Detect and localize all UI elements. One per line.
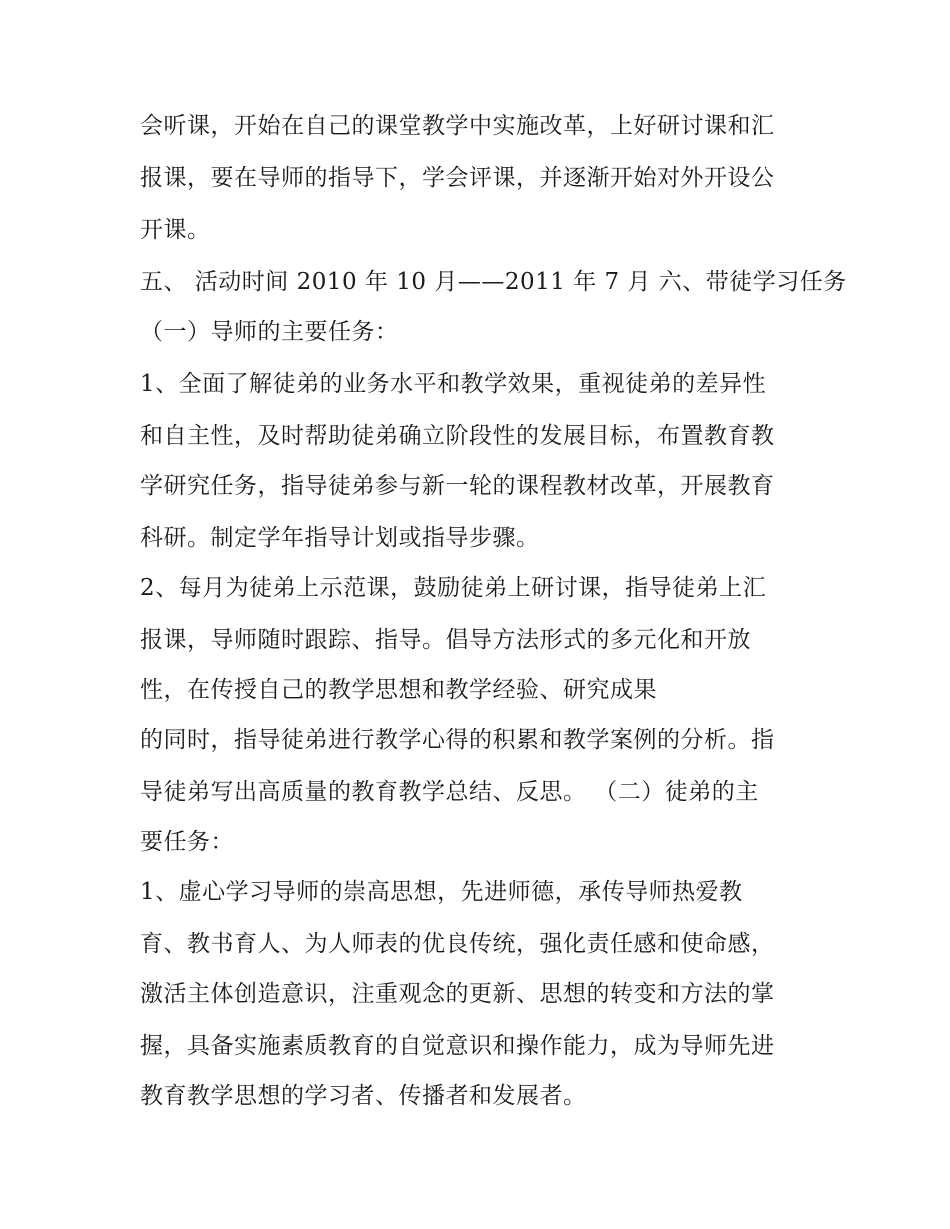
text-line: 报课，要在导师的指导下，学会评课，并逐渐开始对外开设公 bbox=[140, 165, 775, 191]
text-line: 握，具备实施素质教育的自觉意识和操作能力，成为导师先进 bbox=[140, 1033, 775, 1059]
section-heading-line: 五、 活动时间 2010 年 10 月——2011 年 7 月 六、带徒学习任务 bbox=[140, 269, 847, 295]
text-line: 激活主体创造意识，注重观念的更新、思想的转变和方法的掌 bbox=[140, 981, 775, 1007]
text-line: 1、全面了解徒弟的业务水平和教学效果，重视徒弟的差异性 bbox=[140, 371, 767, 397]
text-line: 学研究任务，指导徒弟参与新一轮的课程教材改革，开展教育 bbox=[140, 473, 775, 499]
text-line: 和自主性，及时帮助徒弟确立阶段性的发展目标，布置教育教 bbox=[140, 423, 775, 449]
text-line: 会听课，开始在自己的课堂教学中实施改革，上好研讨课和汇 bbox=[140, 113, 775, 139]
text-line: 2、每月为徒弟上示范课，鼓励徒弟上研讨课，指导徒弟上汇 bbox=[140, 575, 767, 601]
text-line: 的同时，指导徒弟进行教学心得的积累和教学案例的分析。指 bbox=[140, 727, 775, 753]
text-line: 开课。 bbox=[140, 217, 211, 243]
text-line: 教育教学思想的学习者、传播者和发展者。 bbox=[140, 1083, 587, 1109]
text-line: 1、虚心学习导师的崇高思想，先进师德，承传导师热爱教 bbox=[140, 879, 743, 905]
text-line: 导徒弟写出高质量的教育教学总结、反思。 （二）徒弟的主 bbox=[140, 779, 759, 805]
text-line: 要任务： bbox=[140, 829, 234, 855]
text-line: 报课，导师随时跟踪、指导。倡导方法形式的多元化和开放 bbox=[140, 627, 751, 653]
text-line: 育、教书育人、为人师表的优良传统，强化责任感和使命感， bbox=[140, 931, 775, 957]
text-line: 性，在传授自己的教学思想和教学经验、研究成果 bbox=[140, 677, 657, 703]
subsection-heading: （一）导师的主要任务： bbox=[140, 319, 399, 345]
text-line: 科研。制定学年指导计划或指导步骤。 bbox=[140, 525, 540, 551]
